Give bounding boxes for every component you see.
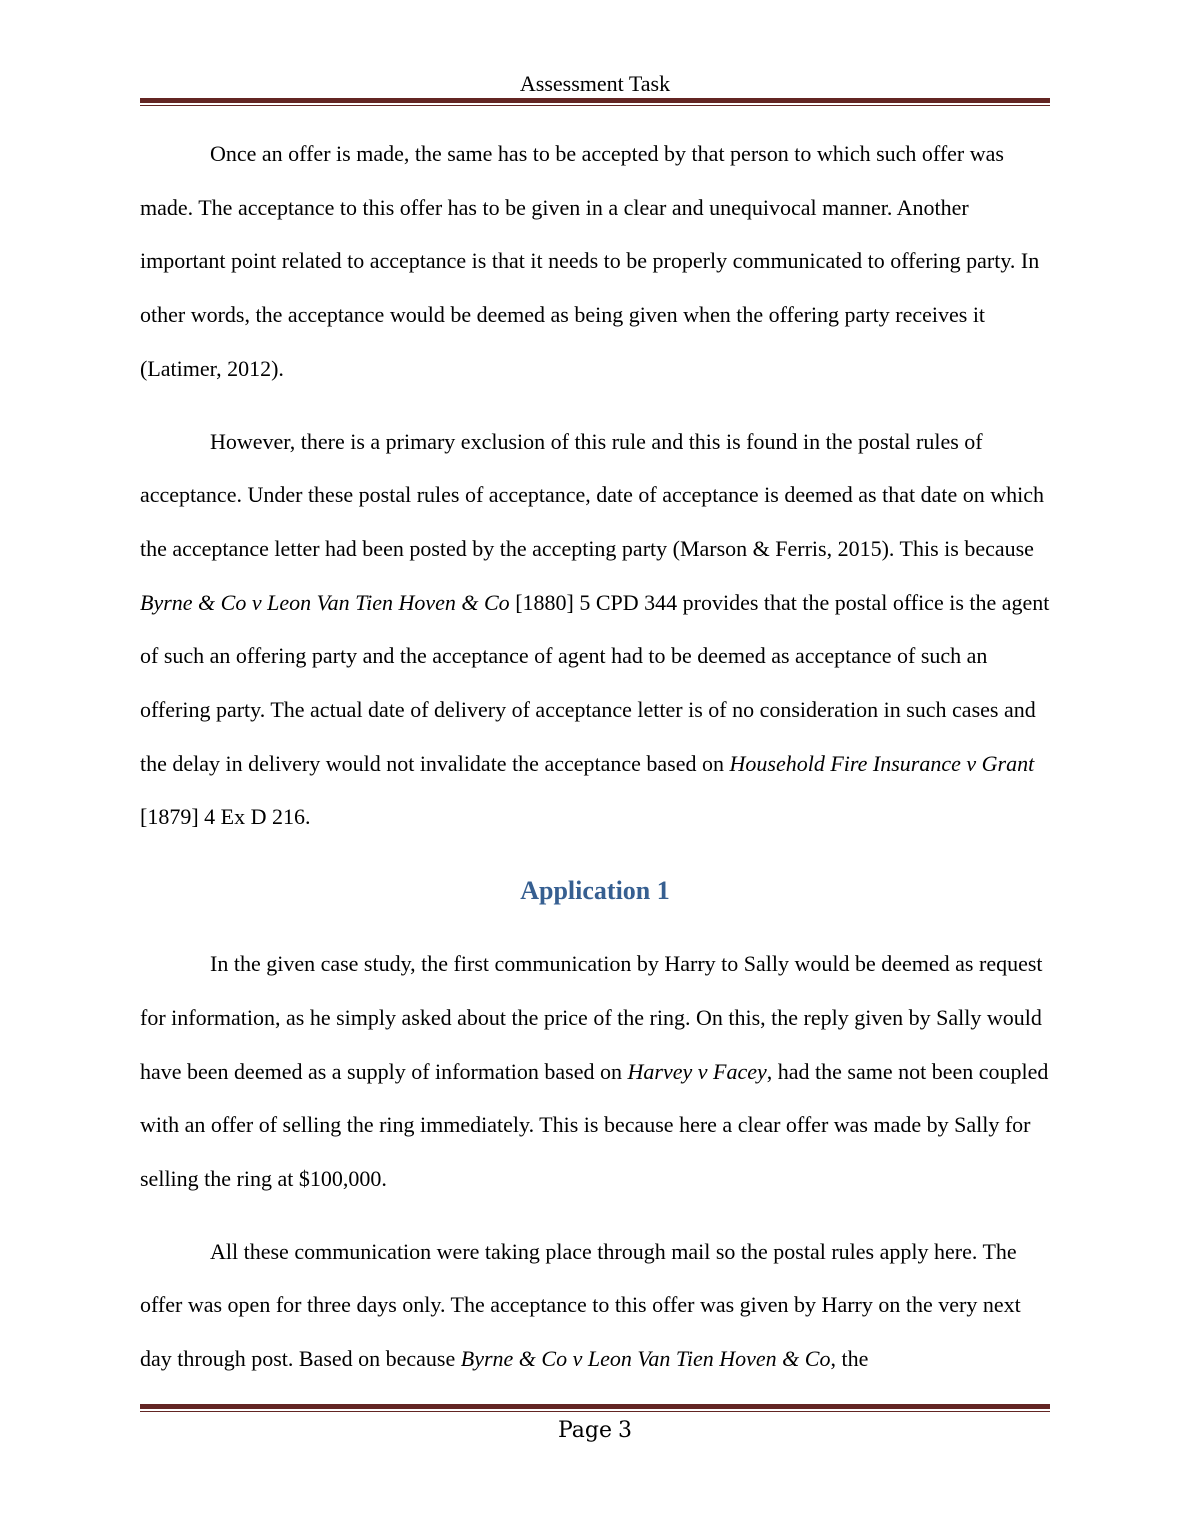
section-heading: Application 1 [520, 876, 670, 906]
page-number [140, 1416, 1050, 1446]
paragraph-3-text: In the given case study, the first communication by Harry to Sally would be deemed as request for information, as he simply asked about the price of the ring. On this, the reply given by Sally would have been deemed as a supply of information based on [140, 951, 1043, 1084]
paragraph-4-text: All these communication were taking place through mail so the postal rules apply here. The offer was open for three days only. The acceptance to this offer was given by Harry on the very next day through post. Based on because [140, 1238, 1021, 1372]
case-citation: Byrne & Co v Leon Van Tien Hoven & Co [140, 589, 510, 615]
paragraph-4-text: , the [830, 1346, 869, 1372]
footer-divider [140, 1404, 1050, 1412]
paragraph-3-text: , had the same not been coupled with an offer of selling the ring immediately. This is because here a clear offer was made by Sally for selling the ring at $100,000. [140, 1058, 1049, 1191]
case-citation: Byrne & Co v Leon Van Tien Hoven & Co [460, 1346, 831, 1372]
header-title: Assessment Task [519, 71, 671, 96]
case-citation: Household Fire Insurance v Grant [729, 750, 1035, 776]
document-body [140, 127, 1050, 1405]
paragraph-4 [140, 1225, 1050, 1386]
header-divider [140, 98, 1050, 106]
paragraph-2 [140, 415, 1050, 845]
case-citation: Harvey v Facey [627, 1058, 767, 1084]
paragraph-3 [140, 937, 1050, 1206]
paragraph-2-text: [1879] 4 Ex D 216. [140, 804, 311, 830]
paragraph-2-text: [1880] 5 CPD 344 provides that the postal office is the agent of such an offering party and the acceptance of agent had to be deemed as acceptance of such an offering party. The actual date of delivery of acceptance letter is of no consideration in such cases and the delay in delivery would not invalidate the acceptance based on [140, 589, 1050, 776]
paragraph-1: Once an offer is made, the same has to be accepted by that person to which such offer was made. The acceptance to this offer has to be given in a clear and unequivocal manner. Another important point related to acceptance is that it needs to be properly communicated to offering party. In other words, the acceptance would be deemed as being given when the offering party receives it (Latimer, 2012). [140, 141, 1040, 381]
paragraph-2-text: However, there is a primary exclusion of this rule and this is found in the postal rules of acceptance. Under these postal rules of acceptance, date of acceptance is deemed as that date on which the acceptance letter had been posted by the accepting party (Marson & Ferris, 2015). This is because [140, 428, 1044, 561]
page-label: Page [557, 1418, 613, 1443]
page-number-value: 3 [618, 1418, 633, 1443]
